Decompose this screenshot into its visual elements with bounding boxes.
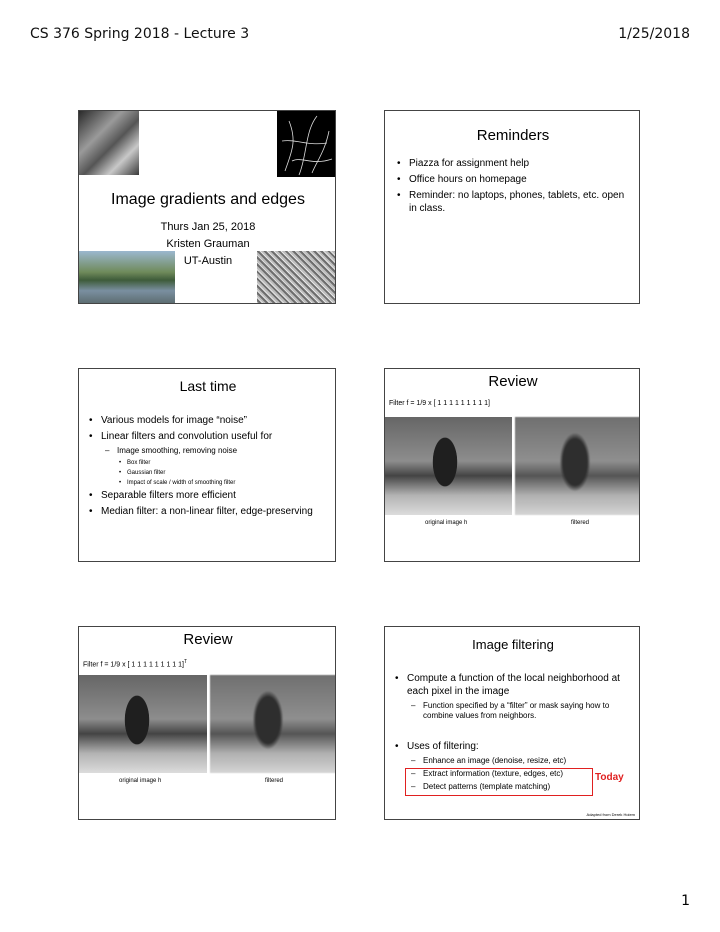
list-subitem: – Extract information (texture, edges, etc) (393, 769, 633, 779)
list-item: • Uses of filtering: (393, 740, 633, 753)
transpose-mark: T (183, 659, 188, 665)
affiliation: UT-Austin (183, 255, 233, 267)
list-item: • Linear filters and convolution useful for (87, 430, 332, 443)
list-subitem: – Image smoothing, removing noise (87, 446, 332, 456)
list-item: • Compute a function of the local neighborhood at each pixel in the image (393, 672, 633, 698)
list-subitem: – Enhance an image (denoise, resize, etc) (393, 756, 633, 766)
filter-definition: Filter f = 1/9 x [ 1 1 1 1 1 1 1 1 1] (83, 661, 184, 669)
reminder-item: • Office hours on homepage (395, 173, 633, 186)
last-time-title: Last time (179, 378, 237, 394)
list-item: • Median filter: a non-linear filter, edge-preserving (87, 505, 332, 518)
lecture-date: Thurs Jan 25, 2018 (160, 221, 256, 233)
list-subsubitem: • Gaussian filter (87, 469, 332, 477)
list-item: • Various models for image “noise” (87, 414, 332, 427)
slide-review-column (78, 626, 336, 820)
slide-review-row (384, 368, 640, 562)
original-runner-image (79, 675, 207, 773)
filter-definition: Filter f = 1/9 x [ 1 1 1 1 1 1 1 1 1] (389, 400, 490, 407)
filtered-caption: filtered (571, 520, 590, 526)
original-caption: original image h (119, 778, 162, 784)
review-title: Review (488, 373, 538, 390)
filtered-runner-image (210, 675, 336, 773)
slide-reminders (384, 110, 640, 304)
header-course: CS 376 Spring 2018 - Lecture 3 (30, 26, 250, 42)
header-date: 1/25/2018 (618, 26, 690, 42)
edge-map-image (277, 111, 335, 177)
list-subsubitem: • Box filter (87, 459, 332, 467)
lena-image (79, 111, 139, 175)
filtered-caption: filtered (265, 778, 284, 784)
image-filtering-title: Image filtering (472, 637, 554, 652)
landscape-image (79, 251, 175, 304)
landscape-edge-image (257, 251, 336, 304)
filtered-runner-image (515, 417, 640, 515)
page-number: 1 (681, 893, 690, 909)
reminders-list (395, 157, 633, 218)
reminder-item: • Reminder: no laptops, phones, tablets, etc. open in class. (395, 189, 633, 215)
original-caption: original image h (425, 520, 468, 526)
last-time-list (87, 414, 332, 521)
list-subsubitem: • Impact of scale / width of smoothing filter (87, 479, 332, 487)
slide-image-filtering (384, 626, 640, 820)
today-highlight-box (405, 768, 593, 796)
review-title: Review (183, 631, 233, 648)
today-label: Today (595, 772, 624, 783)
author-name: Kristen Grauman (166, 238, 250, 250)
original-runner-image (385, 417, 512, 515)
list-subitem: – Function specified by a “filter” or mask saying how to combine values from neighbors. (393, 701, 633, 721)
filter-definition-wrap (83, 659, 187, 668)
slide-last-time (78, 368, 336, 562)
reminder-item: • Piazza for assignment help (395, 157, 633, 170)
credit-text: Adapted from Derek Hoiem (586, 812, 635, 817)
reminders-title: Reminders (476, 127, 550, 144)
slide-title (78, 110, 336, 304)
list-subitem: – Detect patterns (template matching) (393, 782, 633, 792)
list-item: • Separable filters more efficient (87, 489, 332, 502)
filtering-list (393, 672, 633, 724)
slide-title-text: Image gradients and edges (111, 191, 305, 208)
